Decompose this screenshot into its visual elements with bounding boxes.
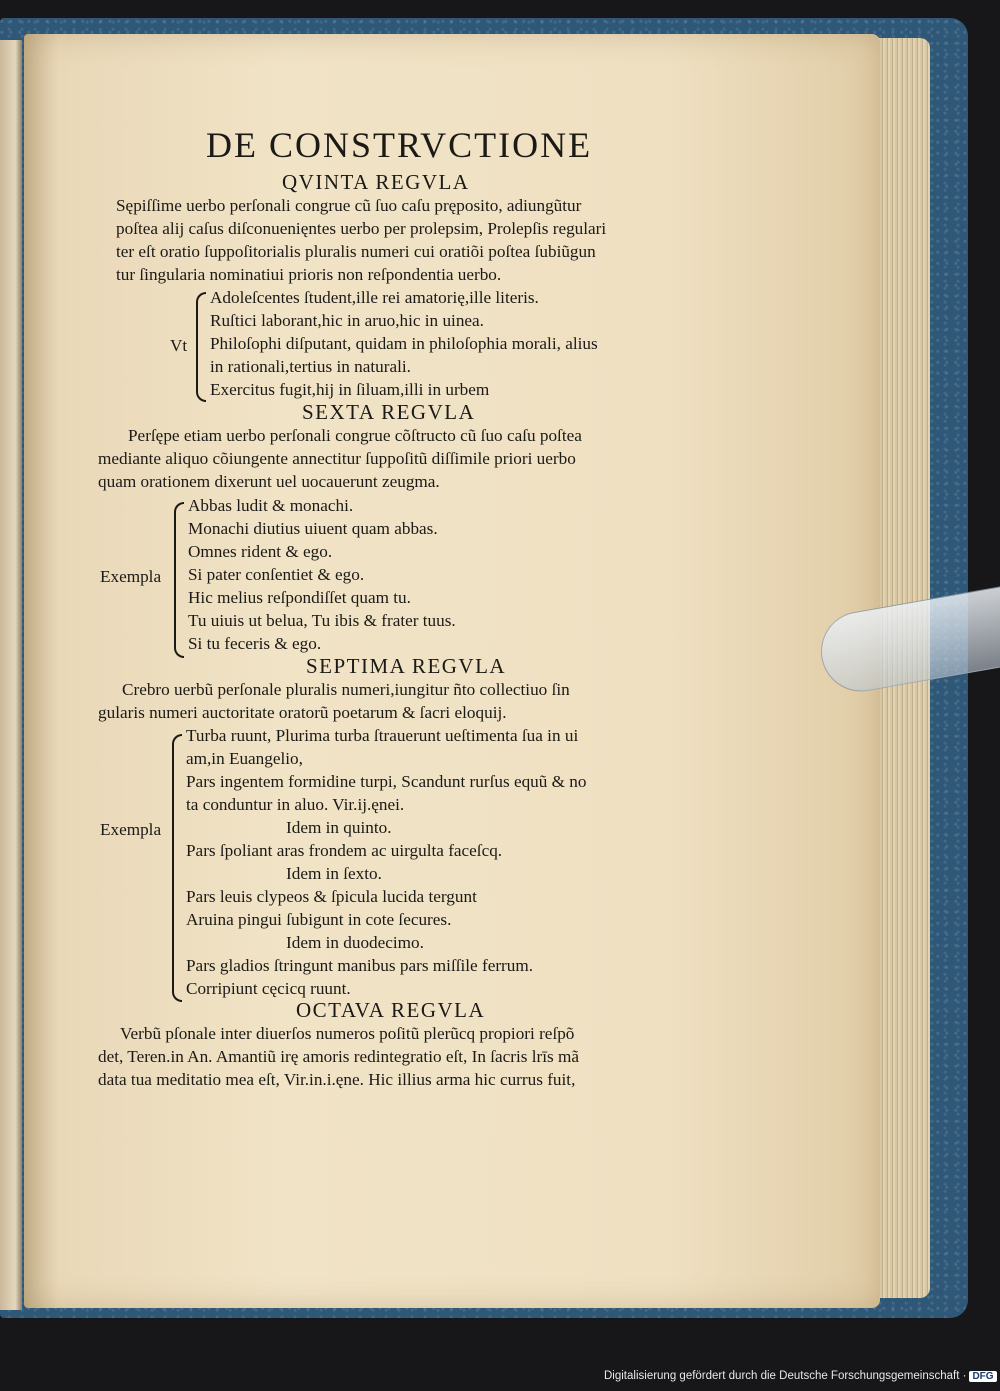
rule6-example: Monachi diutius uiuent quam abbas. [188, 519, 438, 538]
rule6-example: Tu uiuis ut belua, Tu ibis & frater tuus. [188, 611, 456, 630]
rule5-example: Adoleſcentes ſtudent,ille rei amatorię,ille literis. [210, 288, 539, 307]
rule8-text-line: data tua meditatio mea eſt, Vir.in.i.ęne. Hic illius arma hic currus fuit, [98, 1070, 576, 1089]
rule7-heading: SEPTIMA REGVLA [306, 654, 507, 678]
rule5-brace [196, 292, 206, 402]
rule7-example: Pars leuis clypeos & ſpicula lucida tergunt [186, 887, 477, 906]
rule5-text-line: ter eſt oratio ſuppoſitorialis pluralis numeri cui oratiõi poſtea ſubiũgun [116, 242, 596, 261]
rule6-example: Abbas ludit & monachi. [188, 496, 354, 515]
rule7-example: Pars ingentem formidine turpi, Scandunt rurſus equũ & no [186, 772, 587, 791]
page-title: DE CONSTRVCTIONE [206, 125, 593, 165]
rule7-example: Idem in duodecimo. [286, 933, 424, 952]
rule6-text-line: mediante aliquo cõiungente annectitur ſuppoſitũ diſſimile priori uerbo [98, 449, 576, 468]
rule7-brace [172, 734, 182, 1002]
footer-credit [604, 1370, 997, 1382]
rule7-example: Idem in quinto. [286, 818, 392, 837]
left-page-edge [0, 40, 22, 1310]
rule6-example: Si pater conſentiet & ego. [188, 565, 365, 584]
rule7-example: Pars gladios ſtringunt manibus pars miſſile ferrum. [186, 956, 534, 975]
rule5-label: Vt [170, 336, 188, 355]
dfg-logo: DFG [969, 1371, 996, 1382]
rule7-example: Aruina pingui ſubigunt in cote ſecures. [186, 910, 452, 929]
rule8-text-line: Verbũ pſonale inter diuerſos numeros poſitũ plerũcq propiori reſpõ [120, 1024, 575, 1043]
rule5-heading: QVINTA REGVLA [282, 170, 470, 194]
rule7-example: am,in Euangelio, [186, 749, 303, 768]
rule5-example: in rationali,tertius in naturali. [210, 357, 411, 376]
rule7-text-line: gularis numeri auctoritate oratorũ poetarum & ſacri eloquij. [98, 703, 507, 722]
rule7-example: Idem in ſexto. [286, 864, 382, 883]
rule5-text-line: Sępiſſime uerbo perſonali congrue cũ ſuo caſu pręposito, adiungũtur [116, 196, 582, 215]
rule5-text-line: tur ſingularia nominatiui prioris non reſpondentia uerbo. [116, 265, 502, 284]
rule7-example: Turba ruunt, Plurima turba ſtrauerunt ueſtimenta ſua in ui [186, 726, 579, 745]
rule6-heading: SEXTA REGVLA [302, 400, 476, 424]
rule7-example: ta conduntur in aluo. Vir.ij.ęnei. [186, 795, 405, 814]
rule7-example: Corripiunt cęcicq ruunt. [186, 979, 351, 998]
rule6-text-line: quam orationem dixerunt uel uocauerunt zeugma. [98, 472, 440, 491]
rule6-example: Si tu feceris & ego. [188, 634, 322, 653]
rule6-text-line: Perſępe etiam uerbo perſonali congrue cõſtructo cũ ſuo caſu poſtea [128, 426, 582, 445]
rule7-text-line: Crebro uerbũ perſonale pluralis numeri,iungitur ñto collectiuo ſin [122, 680, 570, 699]
rule6-example: Omnes rident & ego. [188, 542, 333, 561]
footer-text: Digitalisierung gefördert durch die Deutsche Forschungsgemeinschaft · [604, 1370, 967, 1382]
rule5-text-line: poſtea alij caſus diſconuenięntes uerbo per prolepsim, Prolepſis regulari [116, 219, 607, 238]
rule7-label: Exempla [100, 820, 162, 839]
rule5-example: Philoſophi diſputant, quidam in philoſophia morali, alius [210, 334, 598, 353]
rule5-example: Ruſtici laborant,hic in aruo,hic in uinea. [210, 311, 484, 330]
rule8-heading: OCTAVA REGVLA [296, 998, 486, 1022]
rule8-text-line: det, Teren.in An. Amantiũ irę amoris redintegratio eſt, In ſacris lrīs mã [98, 1047, 580, 1066]
rule5-example: Exercitus fugit,hij in ſiluam,illi in urbem [210, 380, 490, 399]
rule6-brace [174, 502, 184, 658]
rule6-label: Exempla [100, 567, 162, 586]
rule7-example: Pars ſpoliant aras frondem ac uirgulta faceſcq. [186, 841, 503, 860]
rule6-example: Hic melius reſpondiſſet quam tu. [188, 588, 411, 607]
